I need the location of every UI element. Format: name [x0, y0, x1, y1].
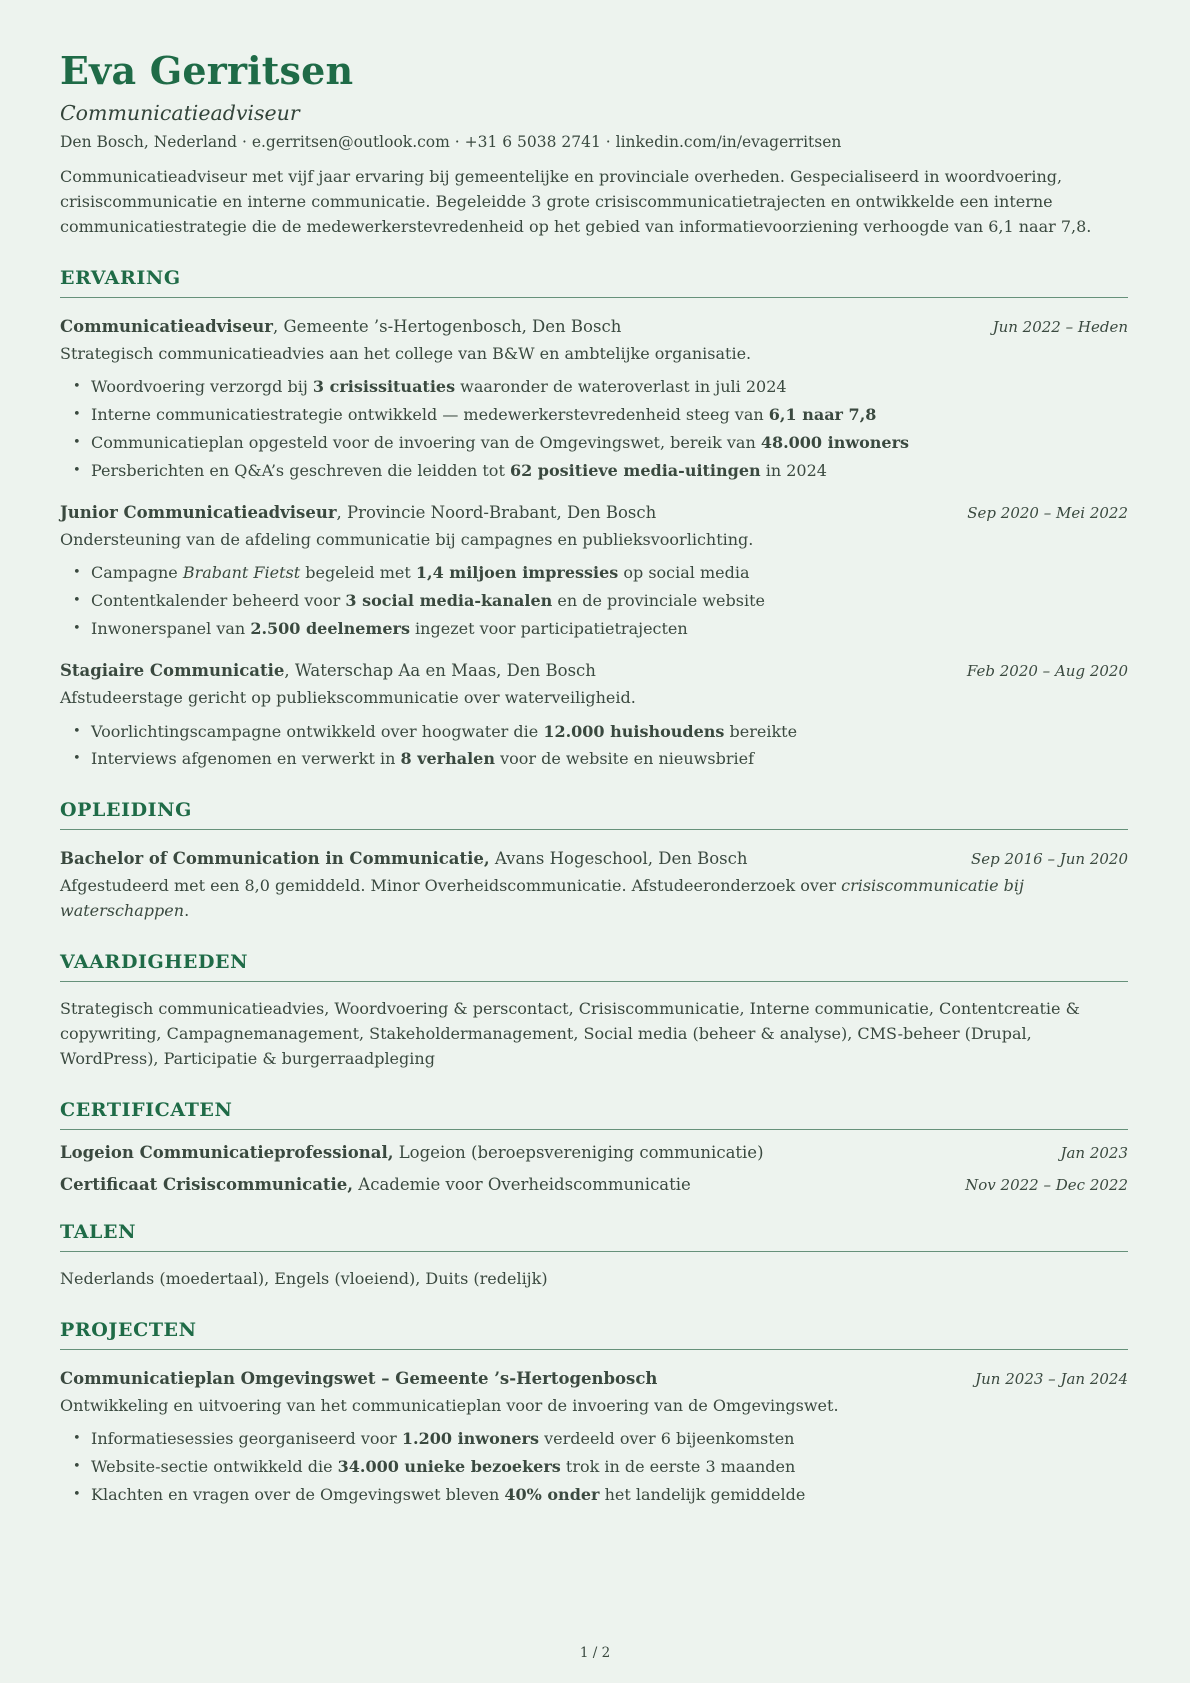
bullet-item: • Campagne Brabant Fietst begeleid met 1,4 miljoen impressies op social media	[60, 561, 1128, 586]
entry-role: Junior Communicatieadviseur	[60, 502, 337, 522]
bullet-item: • Woordvoering verzorgd bij 3 crisissituaties waaronder de wateroverlast in juli 2024	[60, 375, 1128, 400]
contact-line: Den Bosch, Nederland · e.gerritsen@outlook.com · +31 6 5038 2741 · linkedin.com/in/evagerritsen	[60, 132, 842, 151]
project-entry	[60, 1369, 1128, 1508]
education-entry	[60, 849, 1128, 924]
candidate-job-title: Communicatieadviseur	[60, 100, 300, 125]
section-opleiding	[60, 799, 1128, 924]
bullet-item: • Interviews afgenomen en verwerkt in 8 verhalen voor de website en nieuwsbrief	[60, 747, 1128, 772]
project-name: Communicatieplan Omgevingswet – Gemeente ’s-Hertogenbosch	[60, 1368, 658, 1388]
entry-date: Feb 2020 – Aug 2020	[966, 661, 1128, 680]
bullet-item: • Persberichten en Q&A’s geschreven die leidden tot 62 positieve media-uitingen in 2024	[60, 459, 1128, 484]
profile-summary: Communicatieadviseur met vijf jaar ervaring bij gemeentelijke en provinciale overheden. Gespecialiseerd in woordvoering, crisiscommunicatie en interne communicatie. Begeleidde 3 grote crisiscommunicatietrajecten en ontwikkelde een interne communicatiestrategie die de medewerkerstevredenheid op het gebied van informatievoorziening verhoogde van 6,1 naar 7,8.	[60, 166, 1092, 236]
section-title-vaardigheden: VAARDIGHEDEN	[60, 951, 1128, 982]
candidate-name: Eva Gerritsen	[60, 48, 354, 93]
entry-date: Jan 2023	[1060, 1143, 1128, 1162]
bullet-item: • Klachten en vragen over de Omgevingswet bleven 40% onder het landelijk gemiddelde	[60, 1483, 1128, 1508]
entry-summary: Ondersteuning van de afdeling communicatie bij campagnes en publieksvoorlichting.	[60, 529, 754, 549]
entry-title	[60, 1143, 764, 1162]
entry-title	[60, 1369, 657, 1388]
entry-date: Jun 2023 – Jan 2024	[975, 1369, 1128, 1388]
entry-school: Avans Hogeschool, Den Bosch	[489, 849, 748, 869]
experience-entry	[60, 317, 1128, 484]
entry-org: , Gemeente ’s-Hertogenbosch, Den Bosch	[273, 316, 622, 336]
skills-list: Strategisch communicatieadvies, Woordvoering & perscontact, Crisiscommunicatie, Interne communicatie, Contentcreatie & copywriting, Campagnemanagement, Stakeholdermanagement, Social media (beheer & analyse), CMS-beheer (Drupal, WordPress), Participatie & burgerraadpleging	[60, 998, 1080, 1068]
entry-date: Sep 2016 – Jun 2020	[970, 850, 1128, 869]
bullet-list	[60, 720, 1128, 773]
experience-entry	[60, 661, 1128, 772]
entry-title	[60, 1175, 691, 1194]
entry-header	[60, 661, 1128, 680]
entry-header	[60, 849, 1128, 868]
section-title-projecten: PROJECTEN	[60, 1319, 1128, 1350]
bullet-item: • Voorlichtingscampagne ontwikkeld over hoogwater die 12.000 huishoudens bereikte	[60, 720, 1128, 745]
entry-role: Communicatieadviseur	[60, 316, 274, 336]
entry-org: , Provincie Noord-Brabant, Den Bosch	[336, 502, 657, 522]
entry-title	[60, 503, 656, 522]
section-vaardigheden	[60, 951, 1128, 1072]
entry-role: Stagiaire Communicatie	[60, 660, 285, 680]
entry-date: Jun 2022 – Heden	[992, 317, 1128, 336]
bullet-item: • Informatiesessies georganiseerd voor 1.200 inwoners verdeeld over 6 bijeenkomsten	[60, 1427, 1128, 1452]
entry-degree: Bachelor of Communication in Communicatie,	[60, 849, 490, 869]
section-title-talen: TALEN	[60, 1221, 1128, 1252]
entry-summary: Afstudeerstage gericht op publiekscommunicatie over waterveiligheid.	[60, 687, 636, 707]
bullet-item: • Interne communicatiestrategie ontwikkeld — medewerkerstevredenheid steeg van 6,1 naar 7,8	[60, 403, 1128, 428]
section-ervaring	[60, 267, 1128, 773]
entry-header	[60, 317, 1128, 336]
entry-summary: Ontwikkeling en uitvoering van het communicatieplan voor de invoering van de Omgevingswet.	[60, 1395, 839, 1415]
experience-entry	[60, 503, 1128, 642]
certificate-issuer: Academie voor Overheidscommunicatie	[353, 1174, 691, 1194]
entry-header	[60, 1143, 1128, 1162]
entry-date: Sep 2020 – Mei 2022	[967, 503, 1128, 522]
cv-header	[60, 50, 1128, 240]
page-number: 1 / 2	[579, 1645, 611, 1661]
entry-header	[60, 503, 1128, 522]
section-title-opleiding: OPLEIDING	[60, 799, 1128, 830]
entry-header	[60, 1175, 1128, 1194]
certificate-entry	[60, 1143, 1128, 1162]
section-title-ervaring: ERVARING	[60, 267, 1128, 298]
bullet-item: • Website-sectie ontwikkeld die 34.000 unieke bezoekers trok in de eerste 3 maanden	[60, 1455, 1128, 1480]
entry-title	[60, 661, 596, 680]
bullet-list	[60, 1427, 1128, 1507]
entry-org: , Waterschap Aa en Maas, Den Bosch	[284, 660, 596, 680]
certificate-entry	[60, 1175, 1128, 1194]
section-certificaten	[60, 1099, 1128, 1194]
section-title-certificaten: CERTIFICATEN	[60, 1099, 1128, 1130]
entry-date: Nov 2022 – Dec 2022	[965, 1175, 1128, 1194]
certificate-name: Logeion Communicatieprofessional,	[60, 1142, 394, 1162]
entry-summary: Afgestudeerd met een 8,0 gemiddeld. Minor Overheidscommunicatie. Afstudeeronderzoek over crisiscommunicatie bij waterschappen.	[60, 876, 1024, 921]
section-projecten	[60, 1319, 1128, 1508]
languages-list: Nederlands (moedertaal), Engels (vloeiend), Duits (redelijk)	[60, 1268, 548, 1288]
certificate-name: Certificaat Crisiscommunicatie,	[60, 1174, 354, 1194]
bullet-item: • Inwonerspanel van 2.500 deelnemers ingezet voor participatietrajecten	[60, 617, 1128, 642]
entry-title	[60, 849, 748, 868]
entry-header	[60, 1369, 1128, 1388]
bullet-item: • Contentkalender beheerd voor 3 social media-kanalen en de provinciale website	[60, 589, 1128, 614]
certificate-issuer: Logeion (beroepsvereniging communicatie)	[393, 1142, 764, 1162]
bullet-item: • Communicatieplan opgesteld voor de invoering van de Omgevingswet, bereik van 48.000 inwoners	[60, 431, 1128, 456]
bullet-list	[60, 561, 1128, 641]
entry-title	[60, 317, 621, 336]
bullet-list	[60, 375, 1128, 483]
entry-summary: Strategisch communicatieadvies aan het college van B&W en ambtelijke organisatie.	[60, 343, 752, 363]
section-talen	[60, 1221, 1128, 1292]
